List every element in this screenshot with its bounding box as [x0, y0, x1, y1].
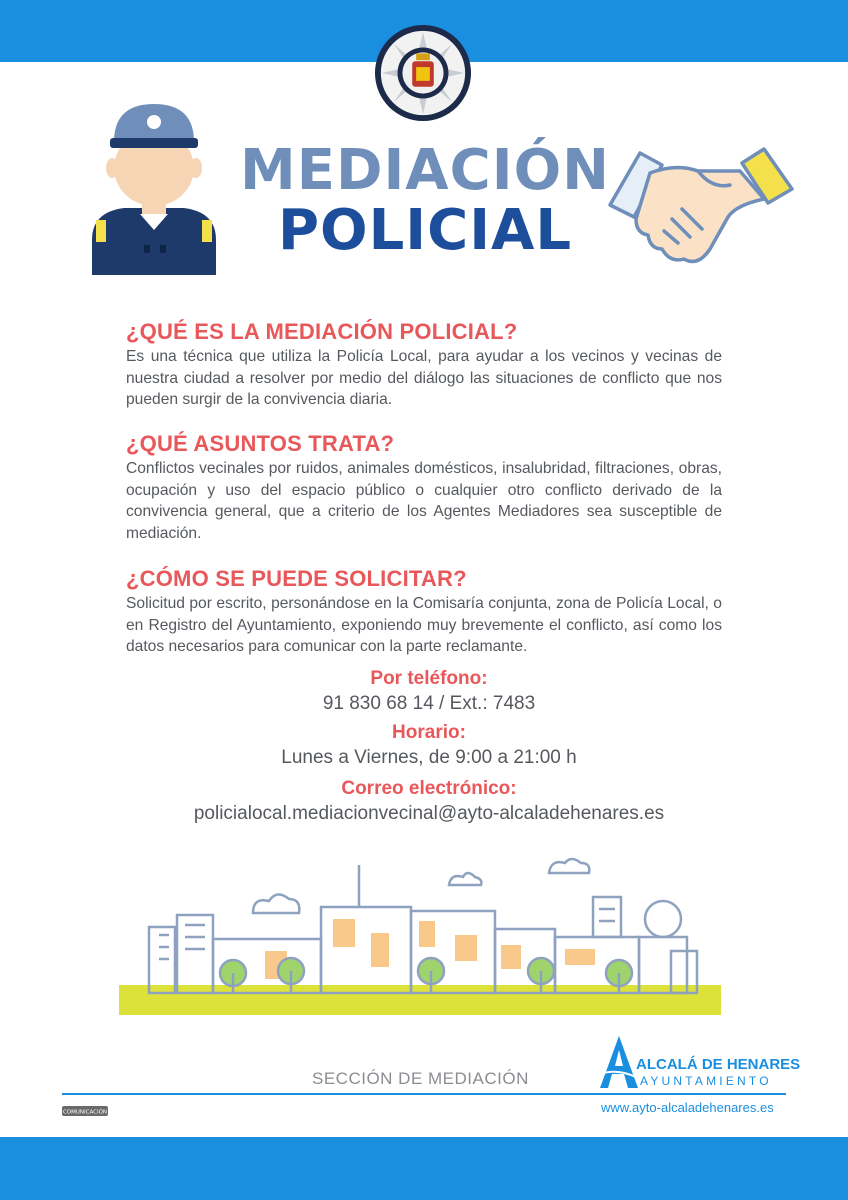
- section-heading: ¿QUÉ ES LA MEDIACIÓN POLICIAL?: [126, 319, 518, 344]
- handshake-icon: [606, 145, 796, 273]
- phone-value[interactable]: 91 830 68 14 / Ext.: 7483: [322, 693, 536, 714]
- title-line-1: MEDIACIÓN: [240, 138, 611, 203]
- section-body: Solicitud por escrito, personándose en la Comisaría conjunta, zona de Policía Local, o en Registro del Ayuntamiento, exponiendo muy brevemente el conflicto, así como los datos necesarios para comunicar con la parte reclamante.: [126, 595, 722, 655]
- police-officer-icon: [84, 100, 224, 275]
- communication-logo: [62, 1103, 108, 1119]
- section-what-is: [126, 318, 722, 411]
- section-how-to-request: [126, 565, 722, 658]
- footer-divider: [62, 1093, 786, 1095]
- department-label: SECCIÓN DE MEDIACIÓN: [312, 1069, 529, 1088]
- svg-text:COMUNICACIÓN: COMUNICACIÓN: [62, 1109, 108, 1116]
- section-heading: ¿QUÉ ASUNTOS TRATA?: [126, 431, 395, 456]
- email-link[interactable]: policialocal.mediacionvecinal@ayto-alcaladehenares.es: [193, 803, 665, 824]
- police-badge-icon: [374, 24, 472, 122]
- section-body: Conflictos vecinales por ruidos, animales domésticos, insalubridad, filtraciones, obras, ocupación y uso del espacio público o cualquier otro conflicto derivado de la convivencia general, que a criterio de los Agentes Mediadores sea susceptible de mediación.: [126, 460, 722, 542]
- city-logo-subtitle: AYUNTAMIENTO: [640, 1074, 772, 1088]
- city-logo-name: ALCALÁ DE HENARES: [636, 1056, 801, 1073]
- section-topics: [126, 430, 722, 544]
- city-logo-icon: [598, 1034, 640, 1090]
- title-line-2: POLICIAL: [277, 198, 573, 263]
- hours-value: Lunes a Viernes, de 9:00 a 21:00 h: [281, 747, 577, 768]
- phone-label: Por teléfono:: [370, 668, 488, 689]
- website-link[interactable]: www.ayto-alcaladehenares.es: [601, 1100, 774, 1115]
- section-body: Es una técnica que utiliza la Policía Local, para ayudar a los vecinos y vecinas de nuestra ciudad a resolver por medio del diálogo las situaciones de conflicto que nos pueden surgir de la convivencia diaria.: [126, 348, 722, 408]
- bottom-band: [0, 1137, 848, 1200]
- email-label: Correo electrónico:: [341, 778, 517, 799]
- section-heading: ¿CÓMO SE PUEDE SOLICITAR?: [126, 566, 467, 591]
- hours-label: Horario:: [392, 722, 466, 743]
- city-skyline-illustration: [115, 855, 725, 1017]
